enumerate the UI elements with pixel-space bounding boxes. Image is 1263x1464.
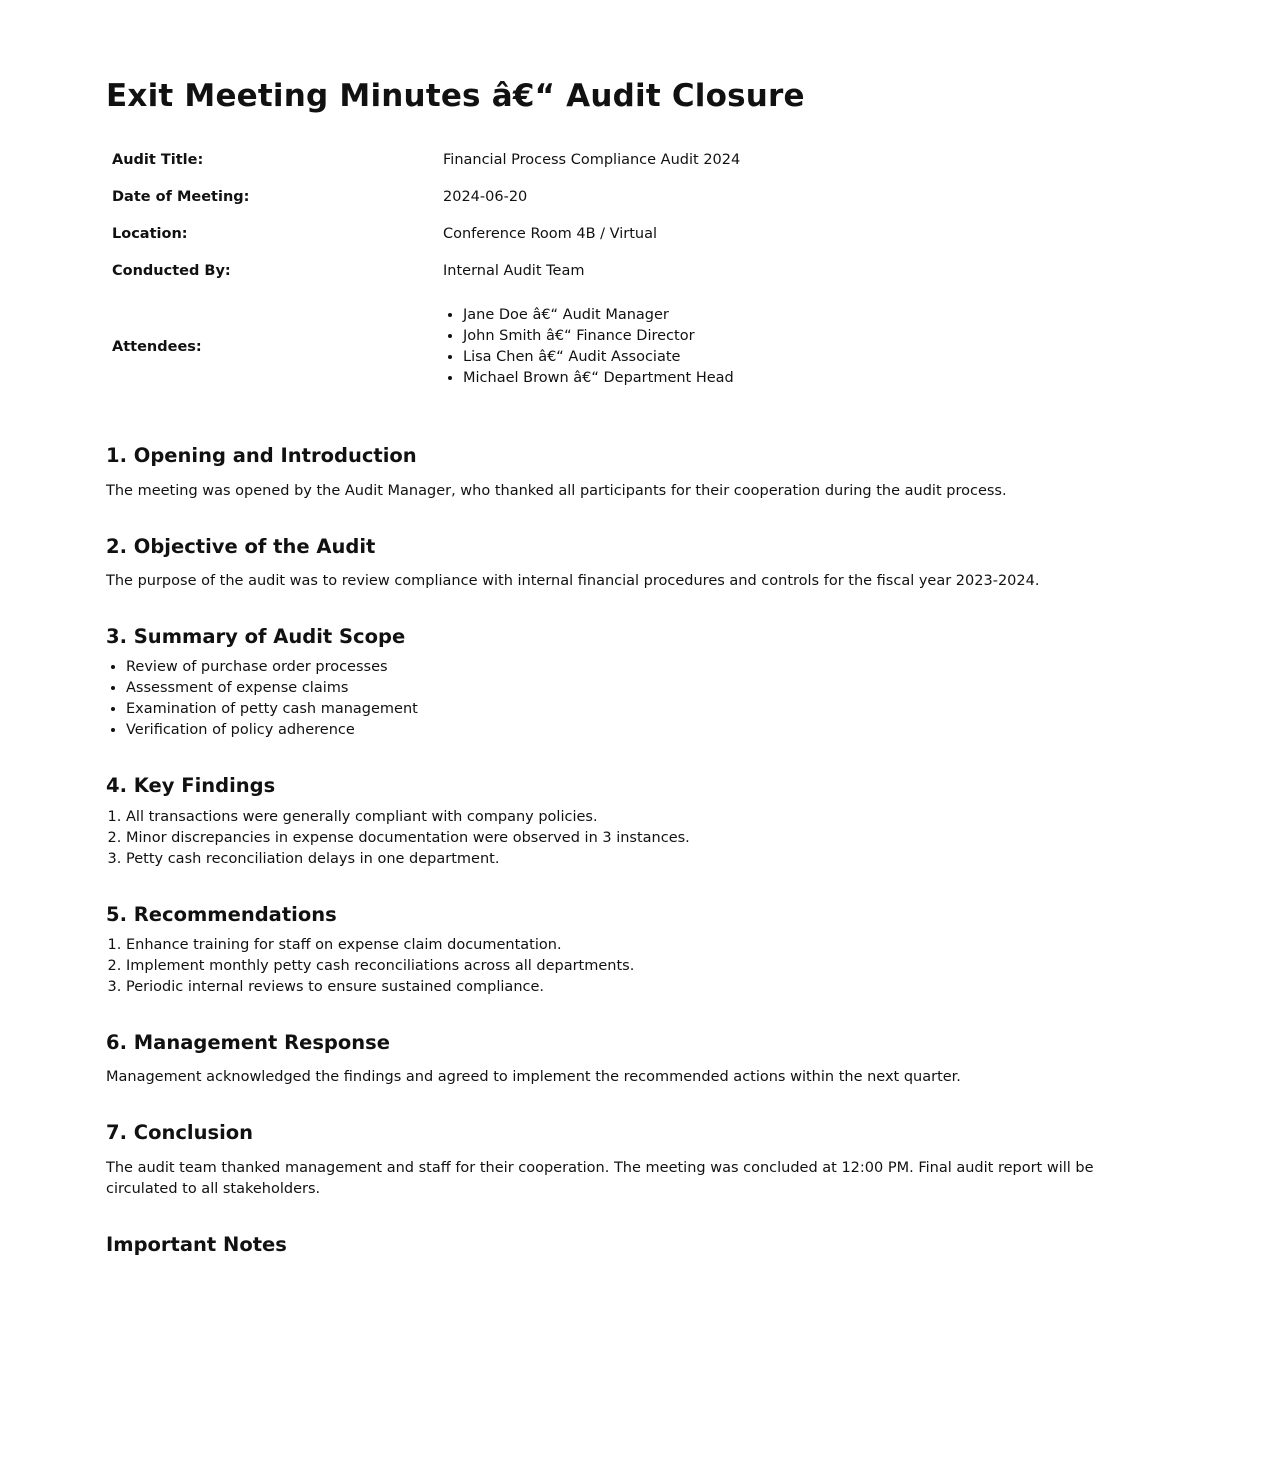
section-text: Management acknowledged the findings and agreed to implement the recommended actions within the next quarter. — [106, 1069, 961, 1086]
page-title: Exit Meeting Minutes â€“ Audit Closure — [106, 78, 805, 114]
section-heading: Important Notes — [106, 1232, 287, 1256]
section-findings — [106, 773, 1157, 869]
section-heading: 2. Objective of the Audit — [106, 534, 376, 558]
list-item: 2. Implement monthly petty cash reconciliations across all departments. — [126, 956, 1157, 977]
list-item: 2. Minor discrepancies in expense documentation were observed in 3 instances. — [126, 828, 1157, 849]
location-value: Conference Room 4B / Virtual — [443, 225, 658, 242]
meta-row-location — [106, 215, 756, 252]
location-label: Location: — [112, 225, 188, 242]
section-scope — [106, 624, 1157, 741]
list-item: 1. Enhance training for staff on expense claim documentation. — [126, 935, 1157, 956]
audit-title-value: Financial Process Compliance Audit 2024 — [443, 151, 741, 168]
section-heading: 5. Recommendations — [106, 902, 337, 926]
section-objective — [106, 534, 1157, 592]
section-heading: 3. Summary of Audit Scope — [106, 624, 406, 648]
findings-list — [106, 807, 1157, 870]
section-management-response — [106, 1030, 1157, 1088]
attendees-label: Attendees: — [112, 339, 202, 356]
section-heading: 7. Conclusion — [106, 1121, 254, 1145]
attendee-item: • Jane Doe â€“ Audit Manager — [463, 305, 756, 326]
list-item: 1. All transactions were generally compliant with company policies. — [126, 807, 1157, 828]
attendee-item: • Michael Brown â€“ Department Head — [463, 368, 756, 389]
section-heading: 6. Management Response — [106, 1030, 391, 1054]
list-item: 3. Petty cash reconciliation delays in one department. — [126, 849, 1157, 870]
meta-row-audit-title — [106, 141, 756, 178]
section-text: The meeting was opened by the Audit Manager, who thanked all participants for their cooperation during the audit process. — [106, 482, 1007, 499]
section-heading: 1. Opening and Introduction — [106, 444, 417, 468]
attendee-item: • Lisa Chen â€“ Audit Associate — [463, 347, 756, 368]
list-item: • Verification of policy adherence — [126, 720, 1157, 741]
conducted-by-value: Internal Audit Team — [443, 262, 585, 279]
section-conclusion — [106, 1120, 1157, 1199]
section-heading: 4. Key Findings — [106, 774, 276, 798]
section-important-notes — [106, 1232, 1157, 1257]
date-label: Date of Meeting: — [112, 188, 250, 205]
meta-row-date — [106, 178, 756, 215]
attendees-cell — [437, 289, 756, 405]
section-text: The purpose of the audit was to review compliance with internal financial procedures and controls for the fiscal year 2023-2024. — [106, 572, 1040, 589]
list-item: • Assessment of expense claims — [126, 678, 1157, 699]
recommendations-list — [106, 935, 1157, 998]
conducted-by-label: Conducted By: — [112, 262, 231, 279]
meta-row-attendees — [106, 289, 756, 405]
scope-list — [106, 657, 1157, 741]
attendee-item: • John Smith â€“ Finance Director — [463, 326, 756, 347]
section-text: The audit team thanked management and staff for their cooperation. The meeting was concluded at 12:00 PM. Final audit report will be circulated to all stakeholders. — [106, 1159, 1094, 1197]
list-item: 3. Periodic internal reviews to ensure sustained compliance. — [126, 977, 1157, 998]
date-value: 2024-06-20 — [443, 188, 528, 205]
meeting-details-table — [106, 141, 756, 405]
list-item: • Review of purchase order processes — [126, 657, 1157, 678]
audit-title-label: Audit Title: — [112, 151, 204, 168]
meta-row-conducted-by — [106, 252, 756, 289]
section-opening — [106, 443, 1157, 501]
section-recommendations — [106, 902, 1157, 998]
list-item: • Examination of petty cash management — [126, 699, 1157, 720]
attendees-list — [443, 305, 756, 389]
